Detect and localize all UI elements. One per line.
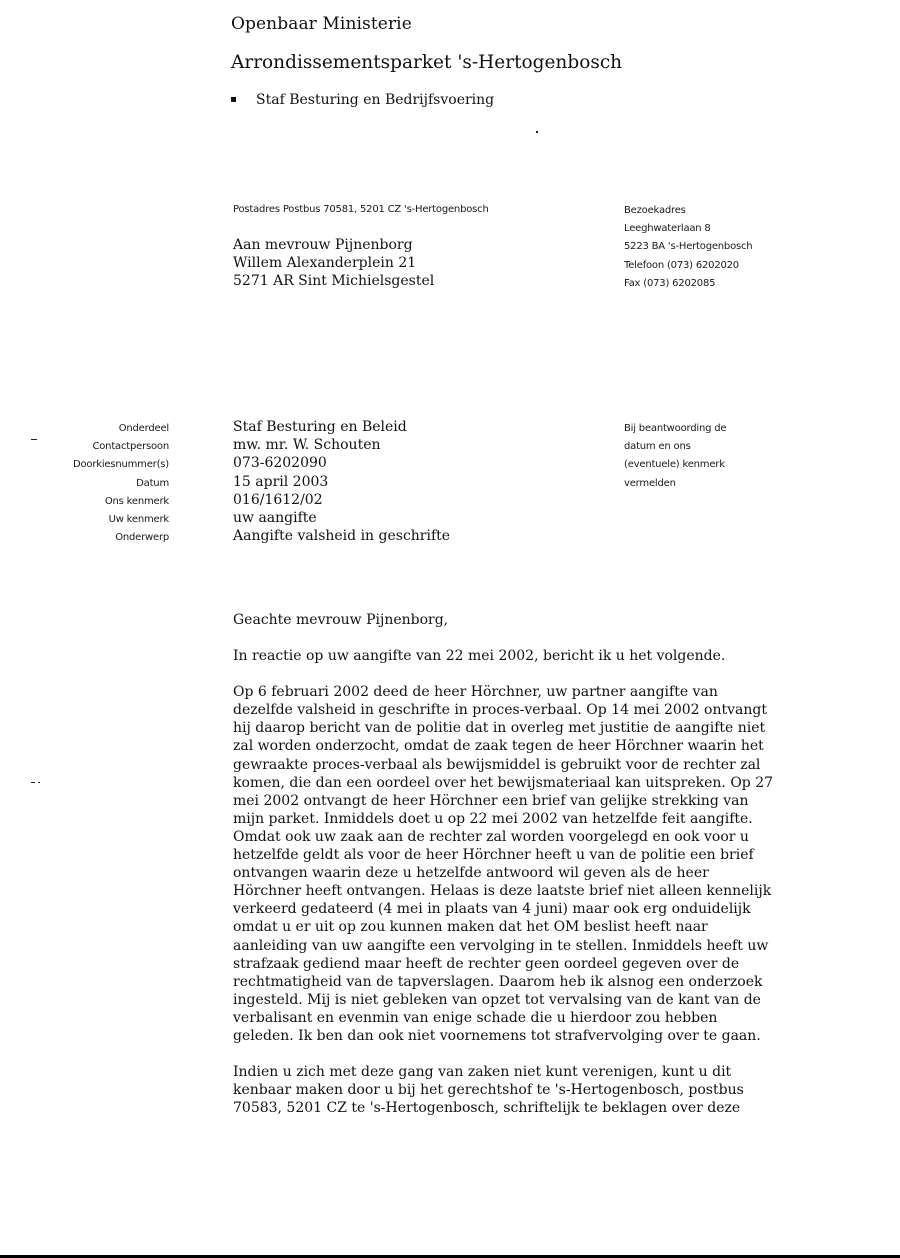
visit-address-city: 5223 BA 's-Hertogenbosch	[624, 241, 753, 253]
meta-value-subject: Aangifte valsheid in geschrifte	[233, 528, 451, 545]
body-paragraph: Op 6 februari 2002 deed de heer Hörchner, uw partner aangifte van dezelfde valsheid in geschrifte in proces-verbaal. Op 14 mei 2002 ontvangt hij daarop bericht van de politie dat in overleg met justitie de aangifte niet zal worden onderzocht, omdat de zaak tegen de heer Hörchner waarin het gewraakte proces-verbaal als bewijsmiddel is gebruikt voor de rechter zal komen, die dan een oordeel over het bewijsmateriaal kan uitspreken. Op 27 mei 2002 ontvangt de heer Hörchner een brief van gelijke strekking van mijn parket. Inmiddels doet u op 22 mei 2002 van hetzelfde feit aangifte. Omdat ook uw zaak aan de rechter zal worden voorgelegd en ook voor u hetzelfde geldt als voor de heer Hörchner heeft u van de politie een brief ontvangen waarin deze u hetzelfde antwoord wil geven als de heer Hörchner heeft ontvangen. Helaas is deze laatste brief niet alleen kennelijk verkeerd gedateerd (4 mei in plaats van 4 juni) maar ook erg onduidelijk omdat u er uit op zou kunnen maken dat het OM beslist heeft naar aanleiding van uw aangifte een vervolging in te stellen. Inmiddels heeft uw strafzaak gediend maar heeft de rechter geen oordeel gegeven over de rechtmatigheid van de tapverslagen. Daarom heb ik alsnog een onderzoek ingesteld. Mij is niet gebleken van opzet tot vervalsing van de kant van de verbalisant en evenmin van enige schade die u hierdoor zou hebben geleden. Ik ben dan ook niet voornemens tot strafvervolging over te gaan.	[233, 684, 774, 1044]
meta-label: Doorkiesnummer(s)	[72, 459, 169, 471]
meta-label: Contactpersoon	[92, 441, 169, 453]
body-paragraph: In reactie op uw aangifte van 22 mei 2002, bericht ik u het volgende.	[233, 648, 726, 665]
letter-body	[233, 611, 778, 1135]
meta-value-phone: 073-6202090	[233, 455, 327, 472]
meta-label: Onderwerp	[115, 532, 169, 544]
visit-address-street: Leeghwaterlaan 8	[624, 223, 711, 235]
recipient-block	[233, 236, 434, 290]
office-name: Arrondissementsparket 's-Hertogenbosch	[231, 52, 623, 73]
visit-address-phone: Telefoon (073) 6202020	[624, 259, 739, 271]
meta-label: Datum	[136, 477, 169, 489]
department-line	[231, 92, 494, 108]
recipient-city: 5271 AR Sint Michielsgestel	[233, 273, 435, 289]
meta-value-contact: mw. mr. W. Schouten	[233, 437, 381, 454]
reply-note-line: datum en ons	[624, 441, 691, 453]
fold-mark	[31, 782, 35, 783]
fold-mark	[38, 782, 40, 783]
visit-address-block	[624, 202, 752, 293]
meta-value-your-reference: uw aangifte	[233, 510, 317, 527]
recipient-street: Willem Alexanderplein 21	[233, 255, 417, 271]
scan-speck	[536, 131, 538, 133]
organization-name: Openbaar Ministerie	[231, 14, 412, 34]
visit-address-label: Bezoekadres	[624, 205, 686, 216]
reply-note	[624, 420, 726, 493]
meta-label: Uw kenmerk	[108, 514, 169, 526]
meta-labels	[0, 420, 169, 547]
reply-note-line: (eventuele) kenmerk	[624, 459, 725, 471]
department-name: Staf Besturing en Bedrijfsvoering	[256, 92, 495, 108]
meta-label: Onderdeel	[118, 423, 169, 434]
bullet-icon	[231, 97, 236, 102]
reply-note-line: Bij beantwoording de	[624, 423, 727, 434]
recipient-name: Aan mevrouw Pijnenborg	[233, 237, 413, 253]
meta-value-our-reference: 016/1612/02	[233, 491, 323, 508]
reply-note-line: vermelden	[624, 477, 676, 489]
body-paragraph: Indien u zich met deze gang van zaken niet kunt verenigen, kunt u dit kenbaar maken door u bij het gerechtshof te 's-Hertogenbosch, postbus 70583, 5201 CZ te 's-Hertogenbosch, schriftelijk te beklagen over deze	[233, 1064, 744, 1117]
postal-address: Postadres Postbus 70581, 5201 CZ 's-Hertogenbosch	[233, 204, 489, 215]
meta-value-department: Staf Besturing en Beleid	[233, 419, 407, 435]
meta-value-date: 15 april 2003	[233, 473, 329, 490]
visit-address-fax: Fax (073) 6202085	[624, 277, 716, 289]
meta-values	[233, 418, 450, 545]
salutation: Geachte mevrouw Pijnenborg,	[233, 612, 449, 628]
fold-mark	[31, 439, 37, 440]
meta-label: Ons kenmerk	[104, 495, 169, 507]
